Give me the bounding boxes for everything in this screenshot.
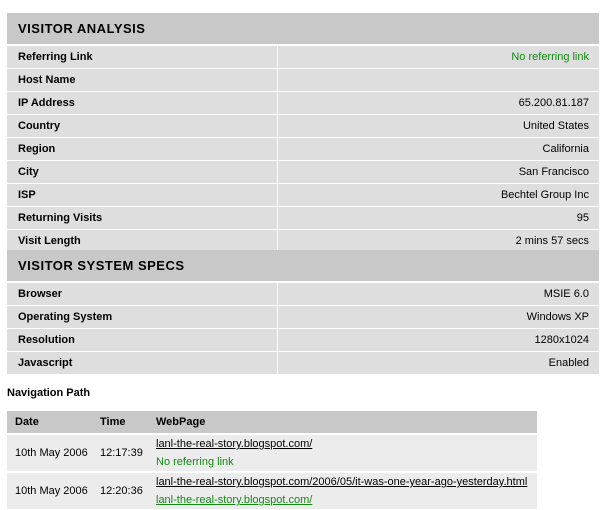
referring-link-value: No referring link bbox=[278, 46, 599, 69]
header-webpage: WebPage bbox=[156, 416, 206, 428]
javascript-value: Enabled bbox=[278, 352, 599, 375]
visitor-analysis-header: VISITOR ANALYSIS bbox=[7, 13, 599, 46]
table-row bbox=[7, 69, 599, 92]
webpage-link[interactable]: lanl-the-real-story.blogspot.com/2006/05/it-was-one-year-ago-yesterday.html bbox=[156, 476, 528, 488]
navigation-path-table bbox=[7, 411, 537, 509]
visit-length-value: 2 mins 57 secs bbox=[278, 230, 599, 253]
returning-visits-value: 95 bbox=[278, 207, 599, 230]
visit-date: 10th May 2006 bbox=[15, 447, 88, 459]
table-row bbox=[7, 46, 599, 69]
webpage-cell bbox=[156, 473, 537, 509]
resolution-value: 1280x1024 bbox=[278, 329, 599, 352]
table-row bbox=[7, 283, 599, 306]
table-row bbox=[7, 184, 599, 207]
table-row bbox=[7, 306, 599, 329]
system-specs-panel bbox=[7, 250, 599, 375]
row-label: ISP bbox=[7, 184, 278, 207]
city-value: San Francisco bbox=[278, 161, 599, 184]
table-row bbox=[7, 471, 537, 509]
host-name-value bbox=[278, 69, 599, 92]
referrer-link[interactable]: lanl-the-real-story.blogspot.com/ bbox=[156, 494, 313, 506]
table-header bbox=[7, 411, 537, 433]
operating-system-value: Windows XP bbox=[278, 306, 599, 329]
row-label: Javascript bbox=[7, 352, 278, 375]
table-row bbox=[7, 161, 599, 184]
row-label: Returning Visits bbox=[7, 207, 278, 230]
row-label: Host Name bbox=[7, 69, 278, 92]
row-label: Operating System bbox=[7, 306, 278, 329]
table-row bbox=[7, 433, 537, 471]
system-specs-header: VISITOR SYSTEM SPECS bbox=[7, 250, 599, 283]
table-row bbox=[7, 352, 599, 375]
visitor-analysis-panel bbox=[7, 13, 599, 253]
country-value: United States bbox=[278, 115, 599, 138]
table-row bbox=[7, 92, 599, 115]
webpage-cell bbox=[156, 435, 537, 471]
isp-value: Bechtel Group Inc bbox=[278, 184, 599, 207]
webpage-link[interactable]: lanl-the-real-story.blogspot.com/ bbox=[156, 438, 313, 450]
table-row bbox=[7, 207, 599, 230]
row-label: IP Address bbox=[7, 92, 278, 115]
row-label: Referring Link bbox=[7, 46, 278, 69]
row-label: Visit Length bbox=[7, 230, 278, 253]
referrer-text: No referring link bbox=[156, 456, 234, 468]
row-label: City bbox=[7, 161, 278, 184]
row-label: Browser bbox=[7, 283, 278, 306]
row-label: Country bbox=[7, 115, 278, 138]
table-row bbox=[7, 138, 599, 161]
header-date: Date bbox=[15, 416, 39, 428]
browser-value: MSIE 6.0 bbox=[278, 283, 599, 306]
row-label: Region bbox=[7, 138, 278, 161]
navigation-path-title: Navigation Path bbox=[7, 387, 91, 399]
region-value: California bbox=[278, 138, 599, 161]
header-time: Time bbox=[100, 416, 126, 428]
visit-time: 12:20:36 bbox=[100, 485, 143, 497]
row-label: Resolution bbox=[7, 329, 278, 352]
table-row bbox=[7, 329, 599, 352]
ip-address-value: 65.200.81.187 bbox=[278, 92, 599, 115]
table-row bbox=[7, 115, 599, 138]
visit-time: 12:17:39 bbox=[100, 447, 143, 459]
visit-date: 10th May 2006 bbox=[15, 485, 88, 497]
